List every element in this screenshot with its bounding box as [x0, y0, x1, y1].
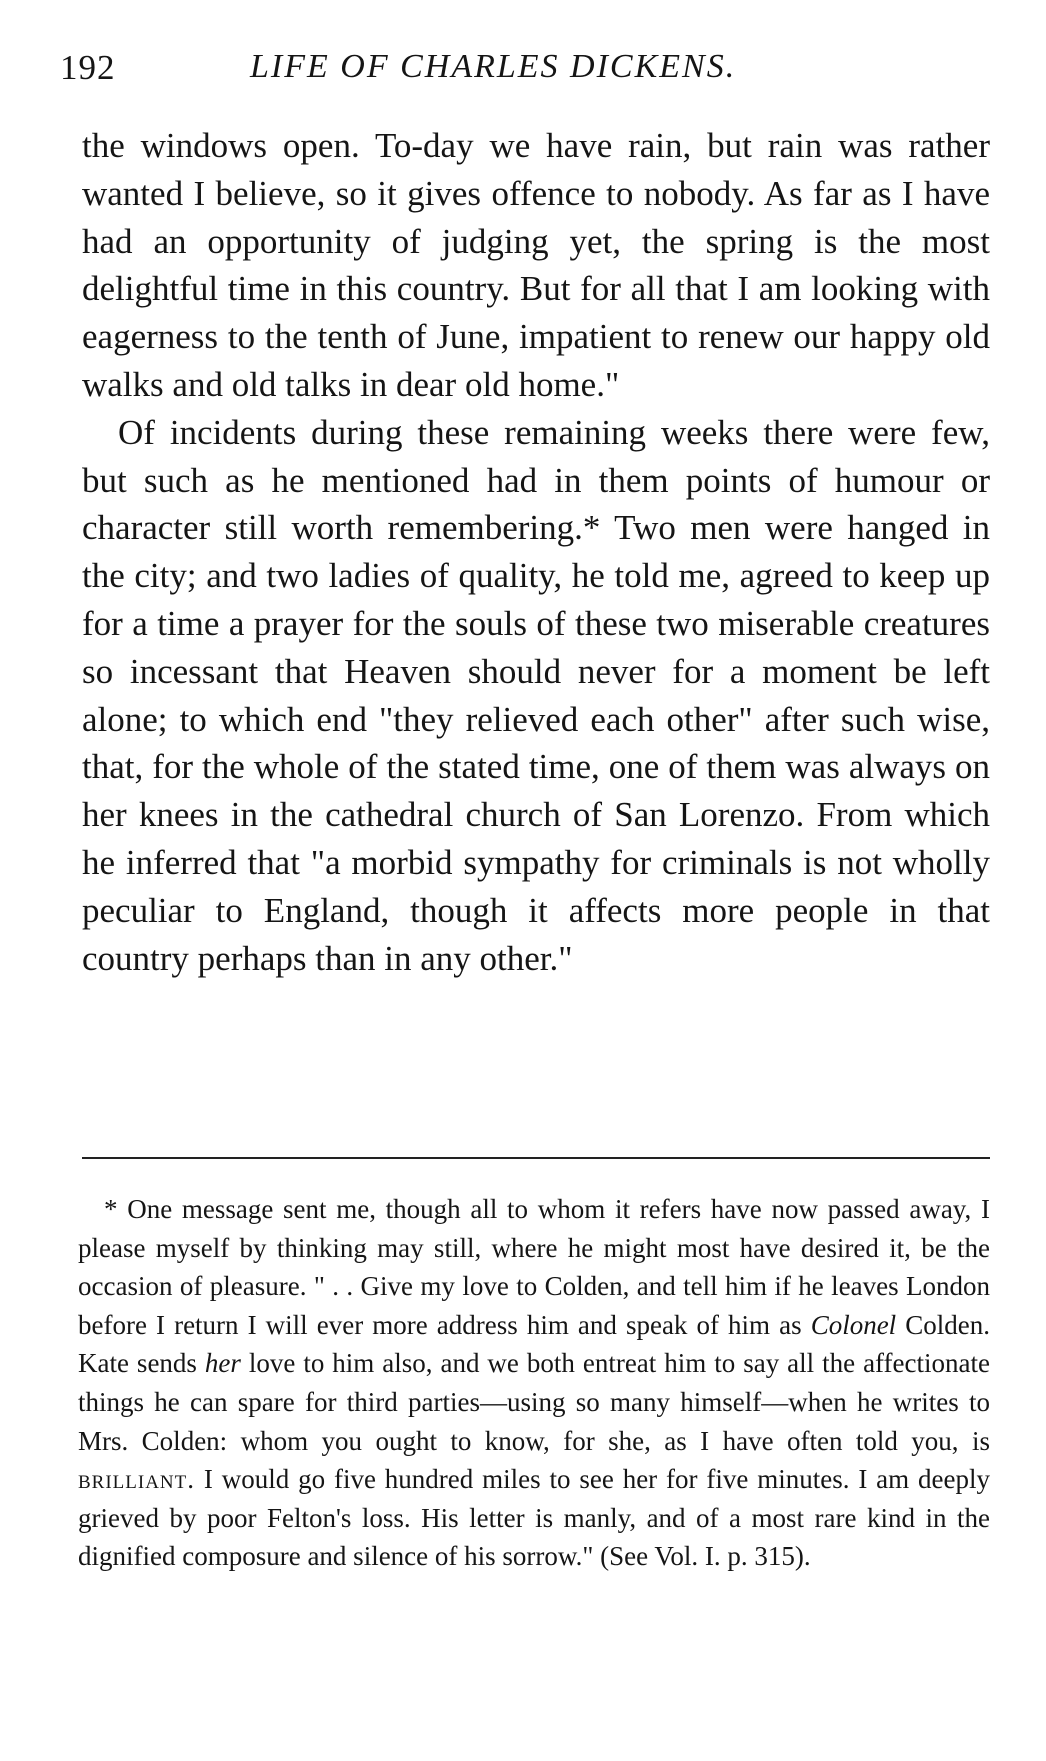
footnote-small-caps-text: brilliant. [78, 1464, 196, 1495]
paragraph: Of incidents during these remaining weeks there were few, but such as he mentioned had in them points of humour or character still worth remembering.* Two men were hanged in the city; and two ladies of quality, he told me, agreed to keep up for a time a prayer for the souls of these two miserable creatures so incessant that Heaven should never for a moment be left alone; to which end "they relieved each other" after such wise, that, for the whole of the stated time, one of them was always on her knees in the cathedral church of San Lorenzo. From which he inferred that "a morbid sympathy for criminals is not wholly peculiar to England, though it affects more people in that country perhaps than in any other." [82, 412, 990, 978]
footnote-text: love to him also, and we both entreat him to say all the affectionate things he can spare for third parties—using so many himself—when he writes to Mrs. Colden: whom you ought to know, for she, as I have often told you, is [78, 1348, 990, 1456]
footnote-text: Colden. Kate sends [78, 1309, 990, 1379]
main-text [82, 122, 990, 982]
footnote-text: * One message sent me, though all to whom it refers have now passed away, I please myself by thinking may still, where he might most have desired it, be the occasion of pleasure. " . . Give my love to Colden, and tell him if he leaves London before I return I will ever more address him and speak of him as [78, 1194, 990, 1340]
paragraph: the windows open. To-day we have rain, but rain was rather wanted I believe, so it gives offence to nobody. As far as I have had an opportunity of judging yet, the spring is the most delightful time in this country. But for all that I am looking with eagerness to the tenth of June, impatient to renew our happy old walks and old talks in dear old home." [82, 126, 990, 404]
page-number: 192 [60, 48, 116, 87]
running-title: LIFE OF CHARLES DICKENS. [250, 48, 737, 85]
footnote-text: I would go five hundred miles to see her for five minutes. I am deeply grieved by poor Felton's loss. His letter is manly, and of a most rare kind in the dignified composure and silence of his sorrow." (See Vol. I. p. 315). [78, 1464, 990, 1572]
footnote-italic-text: Colonel [810, 1309, 897, 1340]
page-header [60, 42, 960, 92]
footnote [78, 1190, 990, 1576]
footnote-divider [82, 1157, 990, 1159]
footnote-italic-text: her [204, 1348, 241, 1379]
